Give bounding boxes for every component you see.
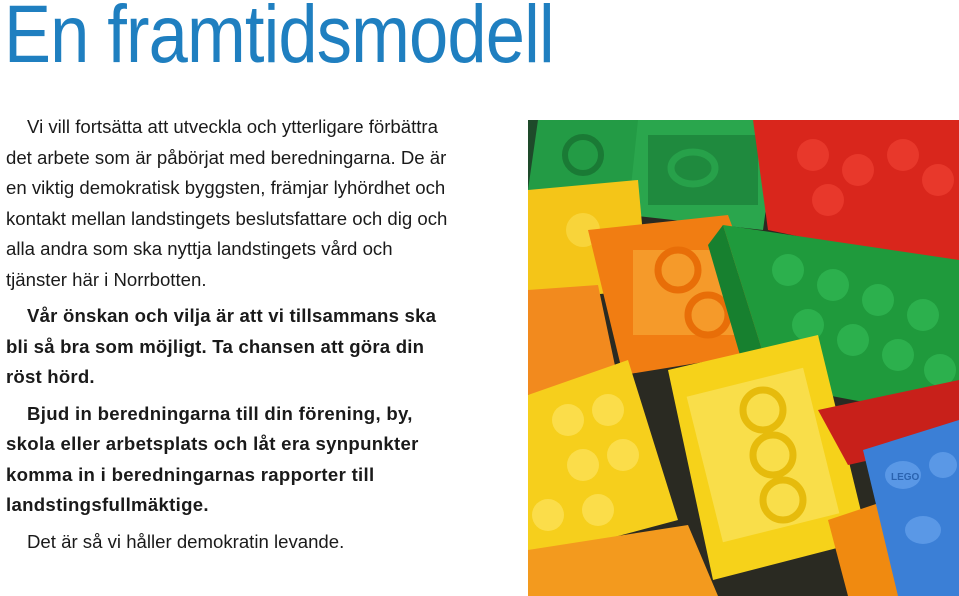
- paragraph-intro: Vi vill fortsätta att utveckla och ytterligare förbättra det arbete som är påbörjat med beredningarna. De är en viktig demokratisk byggsten, främjar lyhördhet och kontakt mellan landstingets beslutsfattare och dig och alla andra som ska nyttja landstingets vård och tjänster här i Norrbotten.: [6, 116, 448, 290]
- lego-logo-text: LEGO: [891, 472, 920, 483]
- lego-bricks-photo: [528, 120, 959, 596]
- paragraph-invite: Bjud in beredningarna till din förening, by, skola eller arbetsplats och låt era synpunkter komma in i beredningarnas rapporter till landstingsfullmäktige.: [6, 402, 419, 515]
- paragraph-wish: Vår önskan och vilja är att vi tillsammans ska bli så bra som möjligt. Ta chansen att göra din röst hörd.: [6, 305, 437, 387]
- paragraph-closing: Det är så vi håller demokratin levande.: [27, 530, 345, 552]
- page-title: En framtidsmodell: [4, 0, 554, 80]
- body-text: [6, 112, 452, 557]
